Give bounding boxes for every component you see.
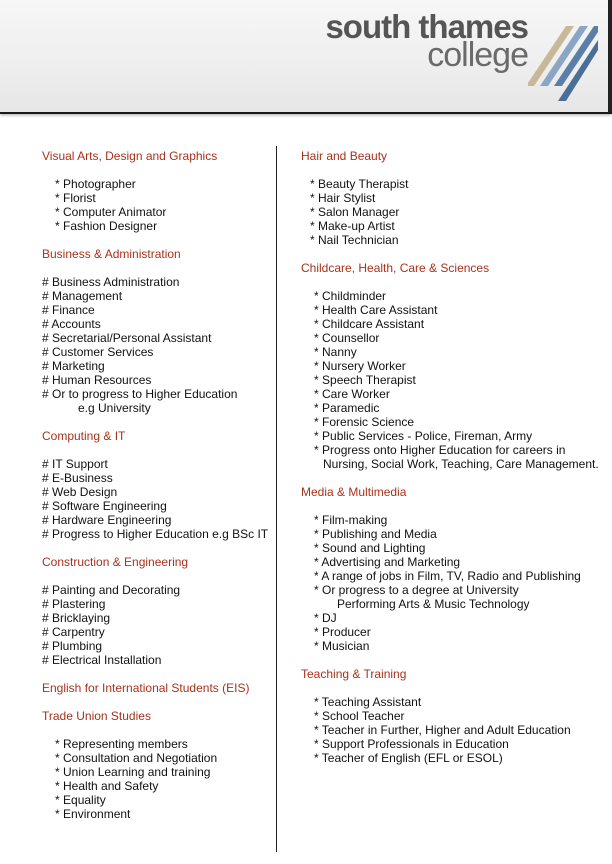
- list-item-continuation: Performing Arts & Music Technology: [337, 597, 530, 611]
- section-title: Construction & Engineering: [42, 555, 189, 569]
- list-item: * Teacher of English (EFL or ESOL): [314, 751, 607, 765]
- list-item: # Progress to Higher Education e.g BSc IT: [42, 527, 274, 541]
- list-item: # Human Resources: [42, 373, 274, 387]
- list-item-continuation: e.g University: [78, 401, 151, 415]
- list-item: * Progress onto Higher Education for careers in: [314, 443, 607, 457]
- list-item: # Plastering: [42, 597, 274, 611]
- header-edge: [608, 0, 612, 112]
- section-title: English for International Students (EIS): [42, 681, 250, 695]
- list-item: * Paramedic: [314, 401, 607, 415]
- list-item: * Health and Safety: [55, 779, 274, 793]
- career-list: [301, 695, 607, 765]
- list-item: * Support Professionals in Education: [314, 737, 607, 751]
- list-item: * Teacher in Further, Higher and Adult Education: [314, 723, 607, 737]
- list-item: * Make-up Artist: [310, 219, 607, 233]
- section-trade-union: [42, 709, 274, 821]
- section-childcare-health: [301, 261, 607, 471]
- logo-text-line1: south thames: [325, 8, 528, 45]
- list-item: # E-Business: [42, 471, 274, 485]
- career-list: [301, 177, 607, 247]
- career-list: [301, 611, 607, 653]
- list-item: # Management: [42, 289, 274, 303]
- section-title: Trade Union Studies: [42, 709, 151, 723]
- section-media-multimedia: [301, 485, 607, 653]
- list-item: # Hardware Engineering: [42, 513, 274, 527]
- section-title: Teaching & Training: [301, 667, 407, 681]
- section-teaching-training: [301, 667, 607, 765]
- list-item: # Bricklaying: [42, 611, 274, 625]
- left-column: [42, 146, 274, 835]
- list-item: * Musician: [314, 639, 607, 653]
- list-item: * Florist: [55, 191, 274, 205]
- list-item: # Carpentry: [42, 625, 274, 639]
- list-item: * School Teacher: [314, 709, 607, 723]
- section-title: Hair and Beauty: [301, 149, 388, 163]
- list-item: # Software Engineering: [42, 499, 274, 513]
- list-item: * DJ: [314, 611, 607, 625]
- list-item: * Film-making: [314, 513, 607, 527]
- list-item: * Equality: [55, 793, 274, 807]
- list-item: * Photographer: [55, 177, 274, 191]
- list-item: # Business Administration: [42, 275, 274, 289]
- list-item: * Health Care Assistant: [314, 303, 607, 317]
- section-business-administration: [42, 247, 274, 415]
- list-item: * Hair Stylist: [310, 191, 607, 205]
- list-item: # Accounts: [42, 317, 274, 331]
- list-item: * Or progress to a degree at University: [314, 583, 607, 597]
- section-title: Visual Arts, Design and Graphics: [42, 149, 218, 163]
- career-list: [301, 289, 607, 457]
- list-item: * Union Learning and training: [55, 765, 274, 779]
- section-construction-engineering: [42, 555, 274, 667]
- list-item: # Marketing: [42, 359, 274, 373]
- list-item: * Teaching Assistant: [314, 695, 607, 709]
- column-divider: [276, 146, 277, 852]
- section-hair-beauty: [301, 149, 607, 247]
- section-title: Computing & IT: [42, 429, 126, 443]
- list-item: * Advertising and Marketing: [314, 555, 607, 569]
- list-item: * A range of jobs in Film, TV, Radio and Publishing: [314, 569, 607, 583]
- list-item-continuation: Nursing, Social Work, Teaching, Care Management.: [323, 457, 599, 471]
- list-item: * Sound and Lighting: [314, 541, 607, 555]
- list-item: # Electrical Installation: [42, 653, 274, 667]
- page-header: [0, 0, 612, 114]
- list-item: * Publishing and Media: [314, 527, 607, 541]
- list-item: * Computer Animator: [55, 205, 274, 219]
- section-title: Media & Multimedia: [301, 485, 407, 499]
- career-list: [42, 583, 274, 667]
- career-list: [42, 457, 274, 541]
- logo-text-line2: college: [427, 36, 528, 74]
- list-item: * Salon Manager: [310, 205, 607, 219]
- section-visual-arts: [42, 149, 274, 233]
- career-list: [301, 513, 607, 597]
- list-item: # Or to progress to Higher Education: [42, 387, 274, 401]
- section-title: Childcare, Health, Care & Sciences: [301, 261, 490, 275]
- list-item: * Fashion Designer: [55, 219, 274, 233]
- list-item: * Childminder: [314, 289, 607, 303]
- list-item: # Web Design: [42, 485, 274, 499]
- list-item: * Childcare Assistant: [314, 317, 607, 331]
- list-item: # Painting and Decorating: [42, 583, 274, 597]
- list-item: * Nursery Worker: [314, 359, 607, 373]
- list-item: # Customer Services: [42, 345, 274, 359]
- career-list: [42, 737, 274, 821]
- list-item: * Environment: [55, 807, 274, 821]
- list-item: * Nanny: [314, 345, 607, 359]
- college-logo: [325, 6, 598, 102]
- list-item: * Counsellor: [314, 331, 607, 345]
- list-item: # Finance: [42, 303, 274, 317]
- career-list: [42, 177, 274, 233]
- list-item: * Representing members: [55, 737, 274, 751]
- logo-stripes-icon: [528, 26, 598, 101]
- section-english-international: [42, 681, 274, 695]
- list-item: # Plumbing: [42, 639, 274, 653]
- list-item: # Secretarial/Personal Assistant: [42, 331, 274, 345]
- list-item: * Consultation and Negotiation: [55, 751, 274, 765]
- list-item: * Nail Technician: [310, 233, 607, 247]
- list-item: * Speech Therapist: [314, 373, 607, 387]
- list-item: * Public Services - Police, Fireman, Army: [314, 429, 607, 443]
- list-item: * Forensic Science: [314, 415, 607, 429]
- list-item: * Producer: [314, 625, 607, 639]
- section-computing-it: [42, 429, 274, 541]
- list-item: * Beauty Therapist: [310, 177, 607, 191]
- list-item: * Care Worker: [314, 387, 607, 401]
- list-item: # IT Support: [42, 457, 274, 471]
- career-list: [42, 275, 274, 401]
- section-title: Business & Administration: [42, 247, 181, 261]
- right-column: [301, 146, 607, 779]
